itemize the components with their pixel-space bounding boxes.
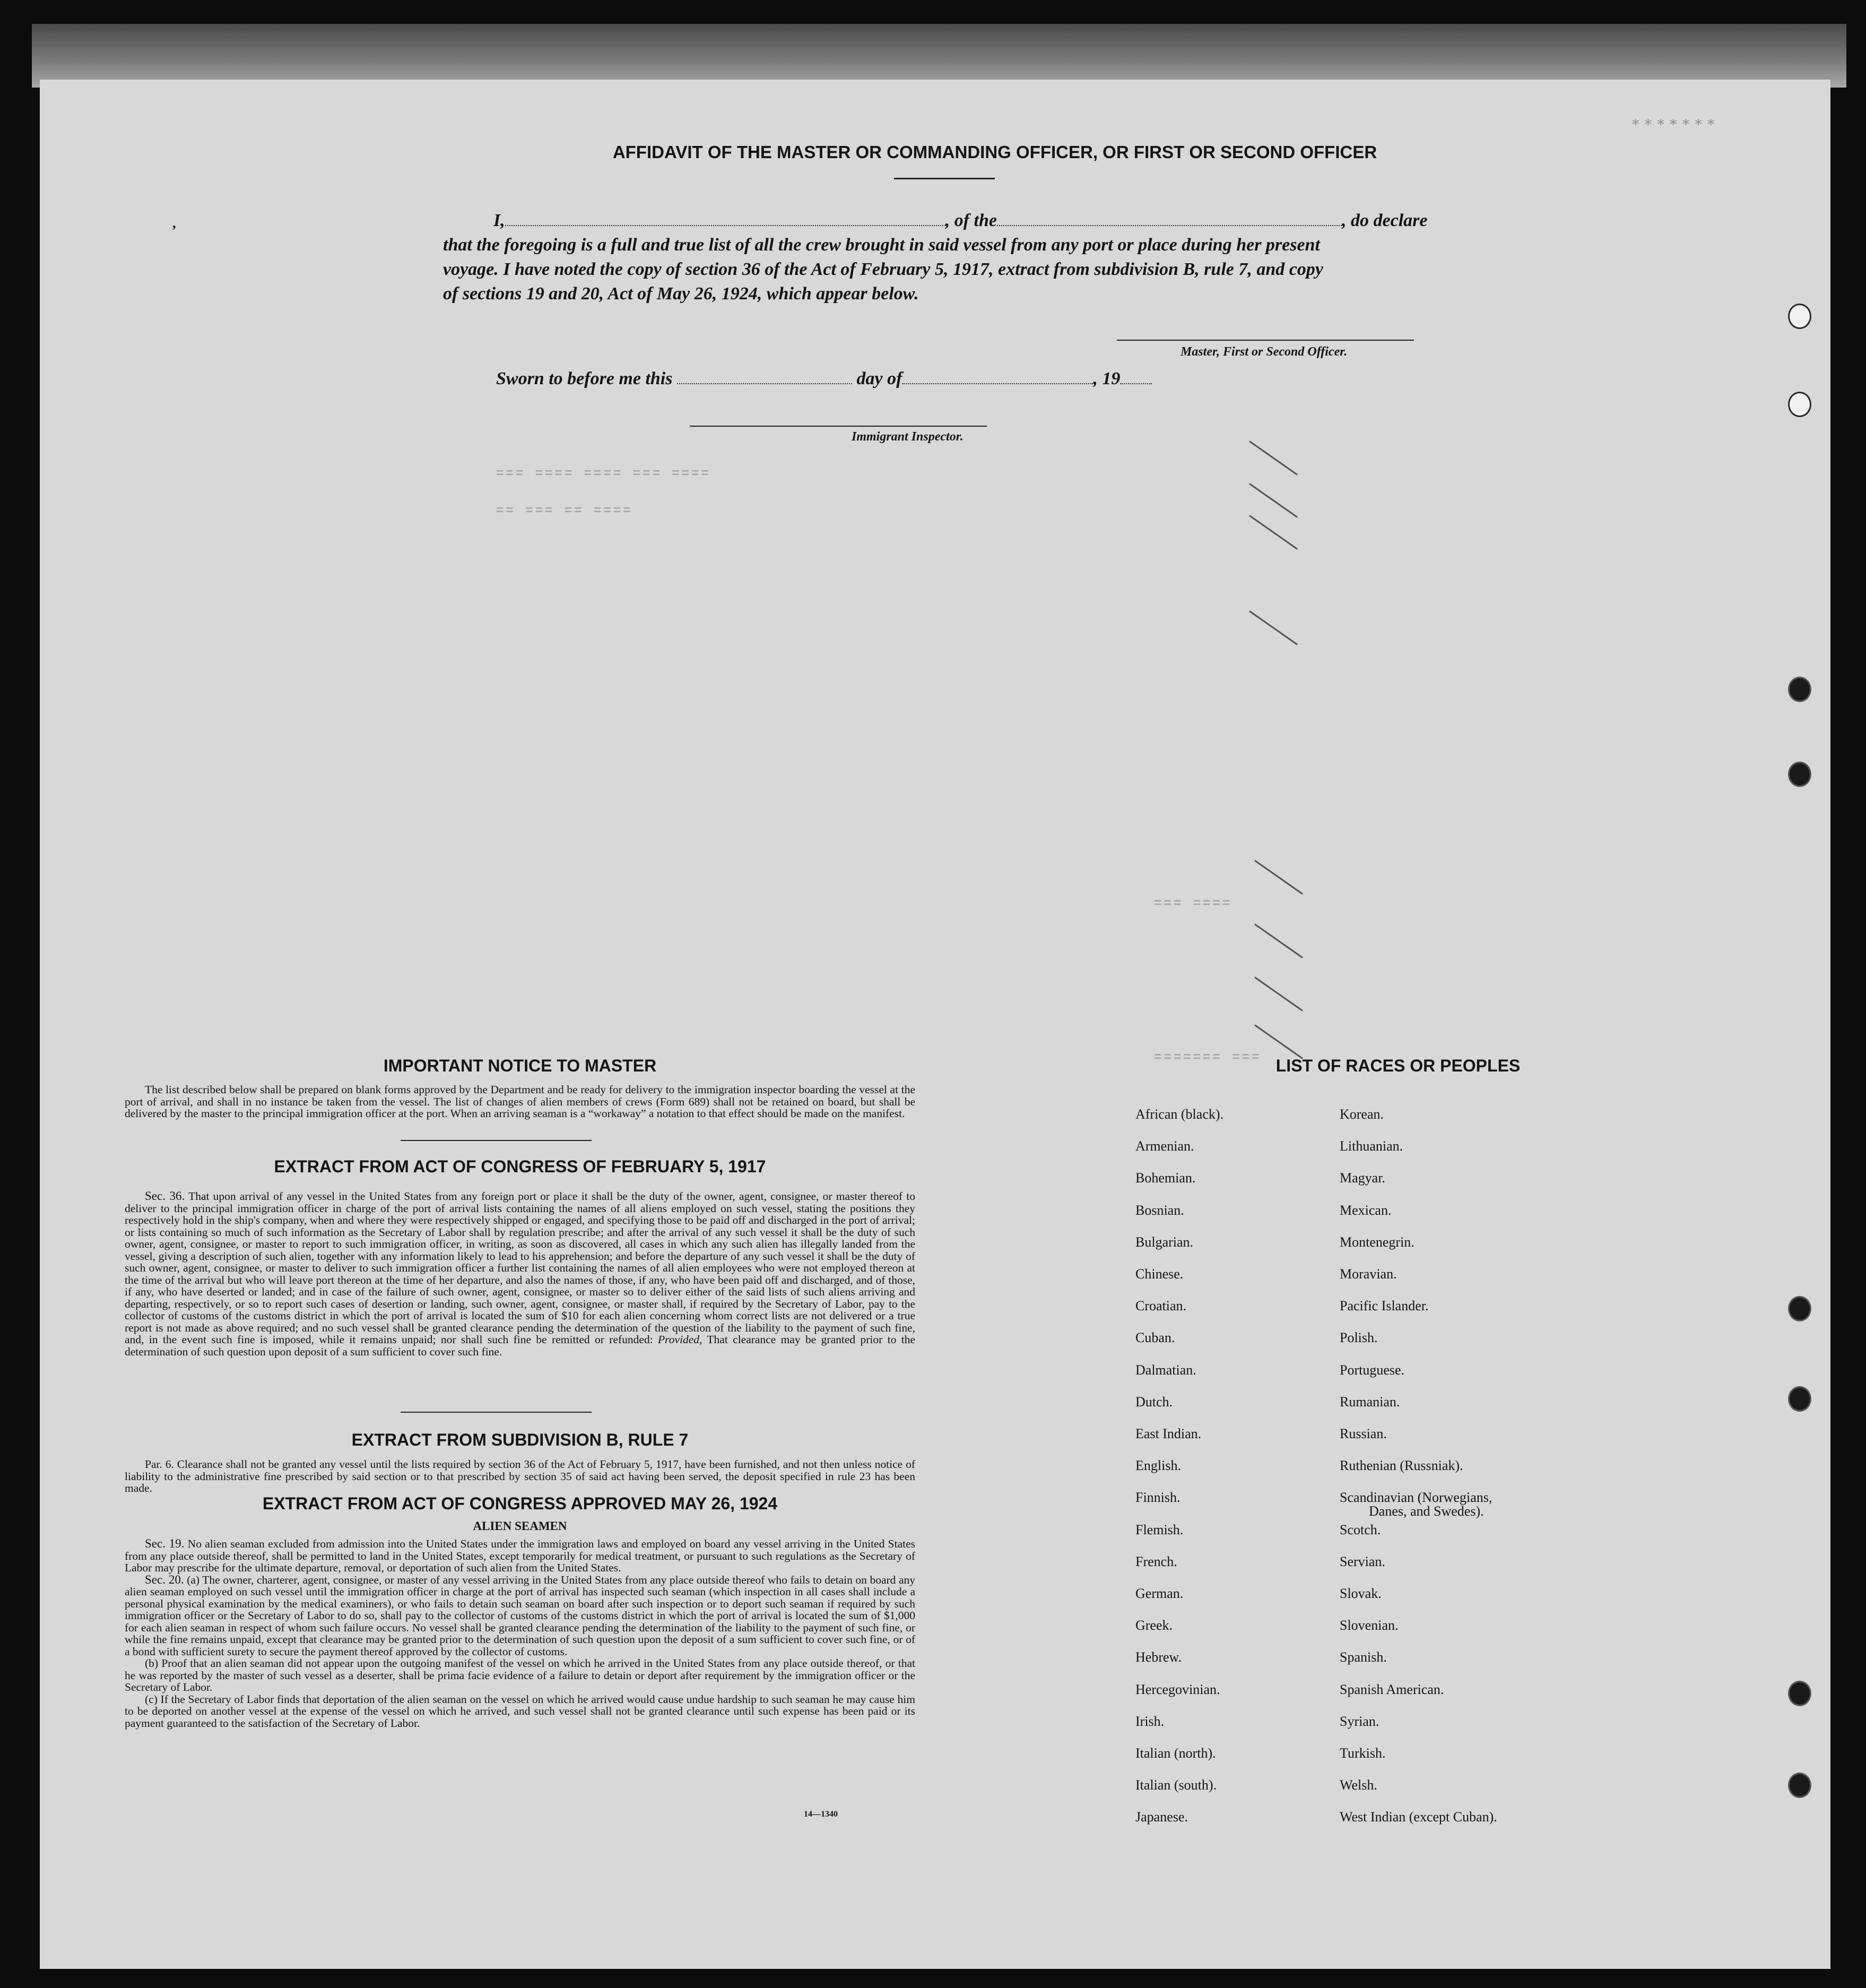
pencil-mark [1249, 440, 1298, 476]
sworn-month-field[interactable] [902, 383, 1093, 384]
race-item: Syrian. [1340, 1713, 1379, 1729]
section-divider [401, 1140, 592, 1141]
pencil-mark [1254, 860, 1303, 895]
notice-title: IMPORTANT NOTICE TO MASTER [383, 1056, 657, 1075]
sec-20c-text: (c) If the Secretary of Labor finds that deportation of the alien seaman on the vessel on which he arrived would cause undue hardship to such seaman he may cause him to be deported on another vessel at the expense of the vessel on which he arrived, and such vessel shall not be granted clearance until such expense has been paid or its payment guaranteed to the satisfaction of the Secretary of Labor. [125, 1692, 915, 1730]
pencil-mark [1249, 610, 1298, 645]
punch-hole-icon [1788, 392, 1811, 417]
race-item: Dutch. [1135, 1394, 1173, 1410]
sworn-day-field[interactable] [677, 383, 852, 384]
race-item: West Indian (except Cuban). [1340, 1809, 1497, 1825]
declarant-name-field[interactable] [505, 225, 945, 226]
race-item: Ruthenian (Russniak). [1340, 1458, 1463, 1474]
race-item: Hercegovinian. [1135, 1681, 1220, 1697]
race-item: Lithuanian. [1340, 1138, 1403, 1154]
race-item: Moravian. [1340, 1266, 1397, 1282]
pencil-mark [1249, 483, 1298, 518]
race-item-continuation: Danes, and Swedes). [1369, 1503, 1484, 1519]
affidavit-line-2: that the foregoing is a full and true list of all the crew brought in said vessel from any port or place during her present [443, 235, 1320, 255]
declarant-mark: , [172, 215, 176, 231]
vessel-name-field[interactable] [997, 225, 1342, 226]
extract-rule7-title: EXTRACT FROM SUBDIVISION B, RULE 7 [351, 1430, 689, 1449]
bleed-through-mark: ======= === [1154, 1051, 1262, 1065]
title-underline [894, 178, 995, 179]
i-label: I, [493, 211, 505, 230]
race-item: Bulgarian. [1135, 1234, 1194, 1250]
race-item: Polish. [1340, 1330, 1378, 1346]
race-item: Cuban. [1135, 1330, 1175, 1346]
sworn-line [496, 369, 1152, 389]
affidavit-line-4: of sections 19 and 20, Act of May 26, 1924, which appear below. [443, 284, 919, 304]
affidavit-line-1 [493, 211, 1427, 231]
race-item: Bosnian. [1135, 1202, 1184, 1218]
affidavit-title: AFFIDAVIT OF THE MASTER OR COMMANDING OFFICER, OR FIRST OR SECOND OFFICER [612, 142, 1377, 162]
sec-36-text: That upon arrival of any vessel in the United States from any foreign port or place it shall be the duty of the owner, agent, consignee, or master thereof to deliver to the principal immigration officer in charge of the port of arrival lists containing the names of all aliens employed on such vessel, stating the positions they respectively hold in the ship's company, when and where they were respectively shipped or engaged, and specifying those to be paid off and discharged in the port of arrival; or lists containing so much of such information as the Secretary of Labor shall by regulation prescribe; and after the arrival of any such vessel it shall be the duty of such owner, agent, consignee, or master to report to such immigration officer, in writing, as soon as discovered, all cases in which any such alien has illegally landed from the vessel, giving a description of such alien, together with any information likely to lead to his apprehension; and before the departure of any such vessel it shall be the duty of such owner, agent, consignee, or master to deliver to such immigration officer a further list containing the names of all alien employees who were not employed thereon at the time of the arrival but who will leave port thereon at the time of her departure, and also the names of those, if any, who have been paid off and discharged, and of those, if any, who have deserted or landed; and in case of the failure of such owner, agent, consignee, or master so to deliver either of the said lists of such aliens arriving and departing, respectively, or so to report such cases of desertion or landing, such owner, agent, consignee, or master shall, if required by the Secretary of Labor, pay to the collector of customs of the customs district in which the port of arrival is located the sum of $10 for each alien concerning whom correct lists are not delivered or a true report is not made as above required; and no such vessel shall be granted clearance pending the determination of the question of the liability to the payment of such fine, and, in the event such fine is imposed, while it remains unpaid; nor shall such fine be remitted or refunded: [125, 1190, 915, 1346]
master-signature-line[interactable] [1117, 340, 1414, 341]
bleed-through-mark: == === == ==== [496, 504, 633, 518]
race-item: Italian (north). [1135, 1745, 1216, 1761]
form-number: 14—1340 [804, 1810, 838, 1819]
affidavit-line-3: voyage. I have noted the copy of section 36 of the Act of February 5, 1917, extract from subdivision B, rule 7, and copy [443, 260, 1323, 279]
pencil-mark [1254, 1024, 1303, 1059]
race-item: Bohemian. [1135, 1170, 1196, 1186]
punch-hole-icon [1788, 1296, 1811, 1321]
race-item: Finnish. [1135, 1490, 1181, 1506]
notice-paragraph: The list described below shall be prepared on blank forms approved by the Department and be ready for delivery to the immigration inspector boarding the vessel at the port of arrival, and shall in no instance be taken from the vessel. The list of changes of alien members of crews (Form 689) shall not be retained on board, but shall be delivered by the master to the principal immigration officer at the port. When an arriving seaman is a “workaway” a notation to that effect should be made on the manifest. [125, 1083, 915, 1120]
punch-hole-icon [1788, 1386, 1811, 1412]
race-item: Portuguese. [1340, 1362, 1405, 1378]
races-list [1135, 1107, 1666, 1828]
extract-1924-title: EXTRACT FROM ACT OF CONGRESS APPROVED MAY 26, 1924 [262, 1494, 778, 1513]
punch-hole-icon [1788, 762, 1811, 787]
sec-19-text: No alien seaman excluded from admission into the United States under the immigration laws and employed on board any vessel arriving in the United States from any place outside thereof, shall be permitted to land in the United States, except temporarily for medical treatment, or pursuant to such regulations as the Secretary of Labor may prescribe for the ultimate departure, removal, or deportation of such alien from the United States. [125, 1537, 915, 1574]
race-item: English. [1135, 1458, 1181, 1474]
race-item: Servian. [1340, 1553, 1385, 1569]
race-item: Korean. [1340, 1107, 1384, 1122]
bleed-through-mark: ******* [1631, 117, 1720, 133]
race-item: Turkish. [1340, 1745, 1386, 1761]
sec-36-label: Sec. 36. [145, 1189, 185, 1203]
race-item: German. [1135, 1586, 1184, 1601]
race-item: Hebrew. [1135, 1649, 1182, 1665]
bleed-through-mark: === ==== ==== === ==== [496, 467, 711, 481]
scan-top-edge [32, 24, 1846, 88]
of-the-label: , of the [945, 211, 997, 230]
inspector-signature-line[interactable] [690, 426, 987, 427]
race-item: Scandinavian (Norwegians, [1340, 1490, 1492, 1506]
alien-seamen-subtitle: ALIEN SEAMEN [473, 1519, 567, 1533]
race-item: African (black). [1135, 1107, 1224, 1122]
punch-hole-icon [1788, 677, 1811, 702]
race-item: Welsh. [1340, 1777, 1377, 1793]
affidavit-line-1 [172, 212, 176, 232]
punch-hole-icon [1788, 1773, 1811, 1798]
pencil-mark [1254, 923, 1303, 958]
do-declare-label: , do declare [1342, 211, 1428, 230]
section-divider [401, 1412, 592, 1413]
year-label: , 19 [1093, 369, 1121, 388]
rule7-paragraph: Par. 6. Clearance shall not be granted any vessel until the lists required by section 36 of the Act of February 5, 1917, have been furnished, and not then unless notice of liability to the administrative fine prescribed by said section or to that prescribed by section 35 of said act having been served, the deposit specified in rule 23 has been made. [125, 1458, 915, 1494]
proviso-text: That clearance may be granted prior to the determination of such question upon deposit of a sum sufficient to cover such fine. [125, 1333, 915, 1358]
sec-20-label: Sec. 20. [145, 1572, 184, 1586]
race-item: Scotch. [1340, 1522, 1381, 1537]
race-item: Armenian. [1135, 1138, 1194, 1154]
race-item: Russian. [1340, 1426, 1387, 1441]
extract-rule7-text [125, 1458, 915, 1494]
race-item: Chinese. [1135, 1266, 1184, 1282]
race-item: Japanese. [1135, 1809, 1188, 1825]
race-item: Croatian. [1135, 1298, 1187, 1314]
race-item: Montenegrin. [1340, 1234, 1414, 1250]
race-item: Spanish American. [1340, 1681, 1444, 1697]
race-item: Pacific Islander. [1340, 1298, 1429, 1314]
sec-19-label: Sec. 19. [145, 1537, 185, 1550]
race-item: Greek. [1135, 1618, 1173, 1633]
race-item: Irish. [1135, 1713, 1165, 1729]
race-item: Slovenian. [1340, 1618, 1399, 1633]
sworn-year-field[interactable] [1120, 383, 1152, 384]
pencil-mark [1249, 515, 1298, 550]
race-item: Dalmatian. [1135, 1362, 1196, 1378]
race-item: East Indian. [1135, 1426, 1202, 1441]
extract-1924-text [125, 1538, 915, 1729]
extract-1917-text [125, 1190, 915, 1358]
day-of-label: day of [856, 369, 902, 388]
sec-20b-text: (b) Proof that an alien seaman did not appear upon the outgoing manifest of the vessel on which he arrived in the United States from any place outside thereof, or that he was reported by the master of such vessel as a deserter, shall be prima facie evidence of a failure to detain or deport after requirement by the immigration officer or the Secretary of Labor. [125, 1657, 915, 1693]
punch-hole-icon [1788, 304, 1811, 329]
races-title: LIST OF RACES OR PEOPLES [1275, 1056, 1521, 1075]
document-page [40, 80, 1830, 1969]
extract-1917-title: EXTRACT FROM ACT OF CONGRESS OF FEBRUARY 5, 1917 [274, 1157, 766, 1176]
race-item: Rumanian. [1340, 1394, 1400, 1410]
proviso-label: Provided, [658, 1333, 702, 1346]
notice-text [125, 1084, 915, 1120]
inspector-label: Immigrant Inspector. [852, 430, 964, 444]
sec-20a-text: (a) The owner, charterer, agent, consignee, or master of any vessel arriving in the United States from any place outside thereof who fails to detain on board any alien seaman employed on such vessel until the immigration officer in charge at the port of arrival has inspected such seaman (which inspection in all cases shall include a personal physical examination by the medical examiners), or who fails to detain such seaman on board after such inspection or to deport such seaman if required by such immigration officer or the Secretary of Labor to do so, shall pay to the collector of customs of the customs district in which the port of arrival is located the sum of $1,000 for each alien seaman in respect of whom such failure occurs. No vessel shall be granted clearance pending the determination of the liability to the payment of such fine, or while the fine remains unpaid, except that clearance may be granted prior to the determination of such question upon the deposit of a sum sufficient to cover such fine, or of a bond with sufficient surety to secure the payment thereof approved by the collector of customs. [125, 1573, 915, 1658]
bleed-through-mark: === ==== [1154, 897, 1233, 911]
pencil-mark [1254, 976, 1303, 1012]
race-item: Spanish. [1340, 1649, 1387, 1665]
race-item: Magyar. [1340, 1170, 1385, 1186]
sworn-label: Sworn to before me this [496, 369, 673, 388]
race-item: Slovak. [1340, 1586, 1382, 1601]
race-item: French. [1135, 1553, 1177, 1569]
punch-hole-icon [1788, 1681, 1811, 1706]
race-item: Flemish. [1135, 1522, 1184, 1537]
master-signature-label: Master, First or Second Officer. [1181, 345, 1348, 359]
race-item: Italian (south). [1135, 1777, 1217, 1793]
race-item: Mexican. [1340, 1202, 1392, 1218]
